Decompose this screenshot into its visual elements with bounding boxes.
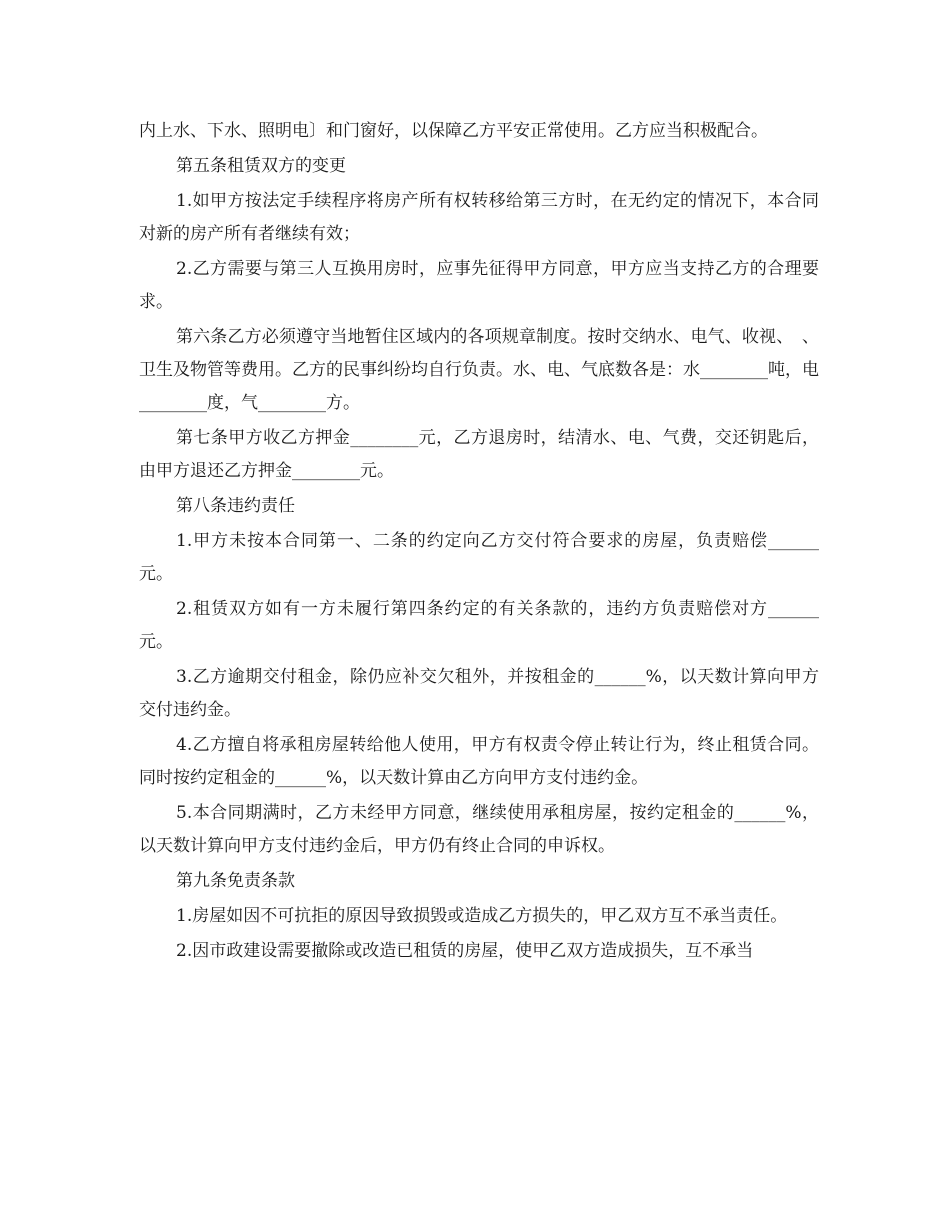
paragraph-article-5-item-1: 1.如甲方按法定手续程序将房产所有权转移给第三方时，在无约定的情况下，本合同对新的房产所有者继续有效； — [139, 191, 819, 244]
paragraph-article-6: 第六条乙方必须遵守当地暂住区域内的各项规章制度。按时交纳水、电气、收视、 、卫生及物管等费用。乙方的民事纠纷均自行负责。水、电、气底数各是：水________吨，电________度，气________方。 — [139, 327, 819, 413]
paragraph-continuation: 内上水、下水、照明电〕和门窗好，以保障乙方平安正常使用。乙方应当积极配合。 — [139, 121, 768, 141]
heading-article-8: 第八条违约责任 — [176, 496, 295, 516]
paragraph-article-9-item-1: 1.房屋如因不可抗拒的原因导致损毁或造成乙方损失的，甲乙双方互不承当责任。 — [176, 906, 788, 926]
paragraph-article-8-item-4: 4.乙方擅自将承租房屋转给他人使用，甲方有权责令停止转让行为，终止租赁合同。同时按约定租金的______%，以天数计算由乙方向甲方支付违约金。 — [139, 735, 819, 788]
heading-article-9: 第九条免责条款 — [176, 871, 295, 891]
paragraph-article-7: 第七条甲方收乙方押金________元，乙方退房时，结清水、电、气费，交还钥匙后，由甲方退还乙方押金________元。 — [139, 428, 819, 481]
paragraph-article-5-item-2: 2.乙方需要与第三人互换用房时，应事先征得甲方同意，甲方应当支持乙方的合理要求。 — [139, 259, 819, 312]
paragraph-article-8-item-2: 2.租赁双方如有一方未履行第四条约定的有关条款的，违约方负责赔偿对方______元。 — [139, 599, 819, 652]
heading-article-5: 第五条租赁双方的变更 — [176, 156, 346, 176]
document-body — [139, 115, 819, 968]
paragraph-article-8-item-5: 5.本合同期满时，乙方未经甲方同意，继续使用承租房屋，按约定租金的______%，以天数计算向甲方支付违约金后，甲方仍有终止合同的申诉权。 — [139, 803, 819, 856]
paragraph-article-8-item-1: 1.甲方未按本合同第一、二条的约定向乙方交付符合要求的房屋，负责赔偿______元。 — [139, 531, 819, 584]
paragraph-article-8-item-3: 3.乙方逾期交付租金，除仍应补交欠租外，并按租金的______%，以天数计算向甲方交付违约金。 — [139, 667, 819, 720]
paragraph-article-9-item-2: 2.因市政建设需要撤除或改造已租赁的房屋，使甲乙双方造成损失，互不承当 — [176, 941, 754, 961]
